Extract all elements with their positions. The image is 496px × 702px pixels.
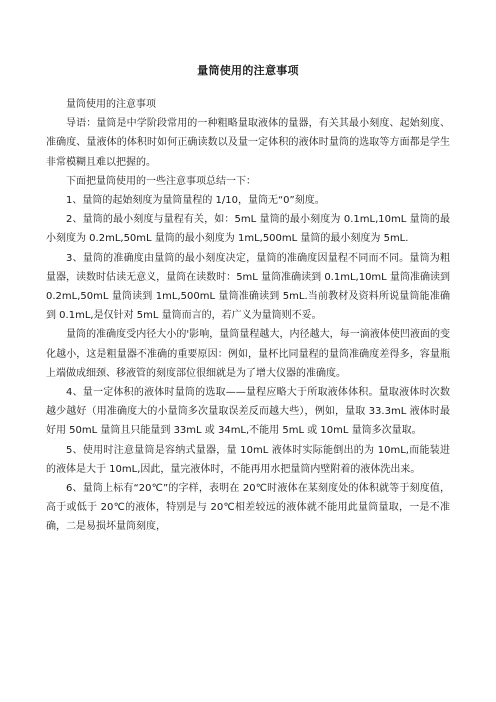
- document-body: [46, 95, 450, 537]
- paragraph-item-2: 2、量筒的最小刻度与量程有关，如：5mL 量筒的最小刻度为 0.1mL,10mL 量筒的最小刻度为 0.2mL,50mL 量筒的最小刻度为 1mL,500mL 量筒的最小刻度为 5mL.: [46, 214, 450, 245]
- paragraph-heading: 量筒使用的注意事项: [66, 99, 156, 110]
- paragraph-item-4: 4、量一定体积的液体时量筒的选取——量程应略大于所取液体体积。量取液体时次数越少越好（用准确度大的小量筒多次量取误差反而越大些），例如，量取 33.3mL 液体时最好用 50mL 量筒且只能量到 33mL 或 34mL,不能用 5mL 或 10mL 量筒多次量取。: [46, 387, 450, 437]
- paragraph-item-1: 1、量筒的起始刻度为量筒量程的 1/10，量筒无“0”刻度。: [66, 195, 325, 207]
- paragraph-item-3-note: 量筒的准确度受内径大小的'影响，量筒量程越大，内径越大，每一滴液体使凹液面的变化越小，这是粗量器不准确的重要原因：例如，量杯比同量程的量筒准确度差得多，容量瓶上端做成细颈、移液管的刻度部位很细就是为了增大仪器的准确度。: [46, 329, 450, 379]
- paragraph-intro: 导语：量筒是中学阶段常用的一种粗略量取液体的量器，有关其最小刻度、起始刻度、准确度、量液体的体积时如何正确读数以及量一定体积的液体时量筒的选取等方面都是学生非常模糊且难以把握的。: [46, 118, 450, 168]
- paragraph-item-5: 5、使用时注意量筒是容纳式量器，量 10mL 液体时实际能倒出的为 10mL,而能装进的液体是大于 10mL,因此，量完液体时，不能再用水把量筒内壁附着的液体洗出来。: [46, 444, 450, 475]
- paragraph-summary-lead: 下面把量筒使用的一些注意事项总结一下：: [66, 175, 256, 187]
- paragraph-item-6: 6、量筒上标有“20℃”的字样，表明在 20℃时液体在某刻度处的体积就等于刻度值，高于或低于 20℃的液体，特别是与 20℃相差较远的液体就不能用此量筒量取，一是不准确，二是易损坏量筒刻度，: [46, 483, 450, 533]
- paragraph-item-3: 3、量筒的准确度由量筒的最小刻度决定，量筒的准确度因量程不同而不同。量筒为粗量器，读数时估读无意义，量筒在读数时：5mL 量筒准确读到 0.1mL,10mL 量筒准确读到 0.2mL,50mL 量筒读到 1mL,500mL 量筒准确读到 5mL.当前教材及资料所说量筒能准确到 0.1mL,是仅针对 5mL 量筒而言的，若广义为量筒则不妥。: [46, 252, 450, 322]
- document-title: 量筒使用的注意事项: [197, 64, 299, 77]
